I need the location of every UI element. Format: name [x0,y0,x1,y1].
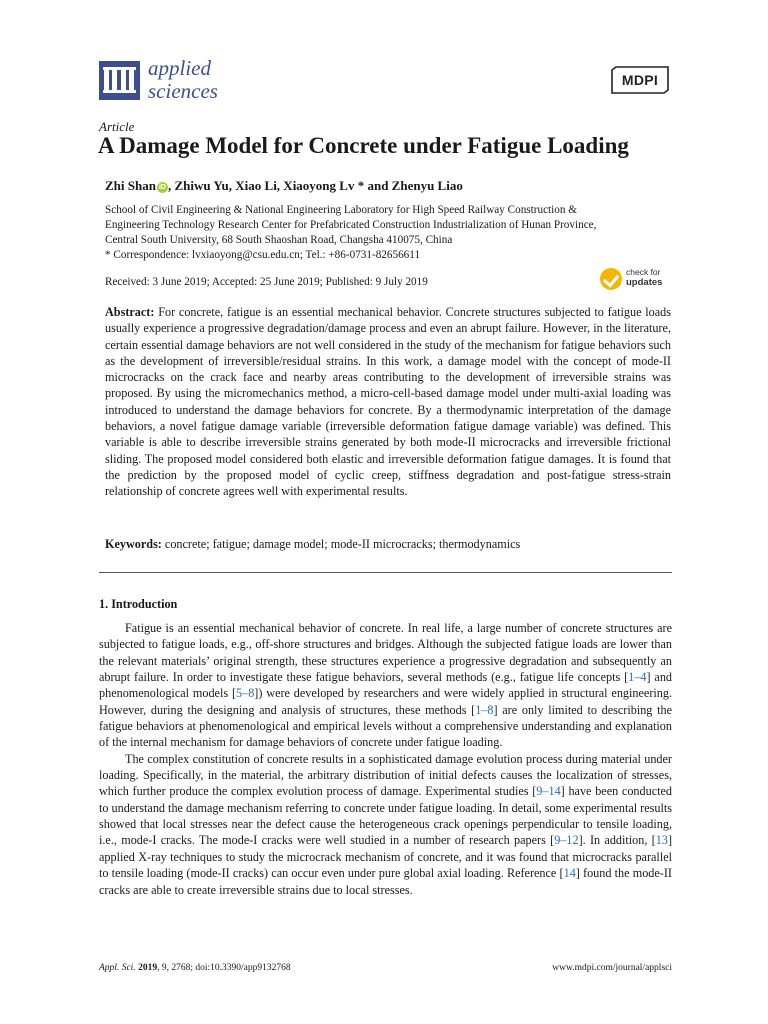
publication-dates: Received: 3 June 2019; Accepted: 25 June 2019; Published: 9 July 2019 [105,276,428,288]
other-authors: , Zhiwu Yu, Xiao Li, Xiaoyong Lv * and Zhenyu Liao [167,178,463,193]
abstract-text: For concrete, fatigue is an essential mechanical behavior. Concrete structures subjected to fatigue loads usually experience a progressive degradation/damage process and even an abrupt failure. However, in the literature, certain essential damage behaviors are not well considered in the study of the mechanism for fatigue behaviors such as the development of irreversible/residual strains. In this work, a damage model with the concept of mode-II microcracks on the crack face and nearby areas contributing to the development of irreversible strains was proposed. By using the micromechanics method, a micro-cell-based damage model under multi-axial loading was introduced to understand the damage behaviors for concrete. By a thermodynamic interpretation of the damage behaviors, a novel fatigue damage variable (irreversible deformation fatigue damage variable) was defined. This variable is able to describe irreversible strains generated by both mode-II microcracks and irreversible frictional sliding. The proposed model considered both elastic and irreversible deformation fatigue damages. It is found that the prediction by the proposed model of cyclic creep, stiffness degradation and post-fatigue stress-strain relationship of concrete agrees well with experimental results. [105,305,671,499]
affiliation: School of Civil Engineering & National Engineering Laboratory for High Speed Railway Construction & Engineering Technology Research Center for Prefabricated Construction Industrialization of Hunan Province, Central South University, 68 South Shaoshan Road, Changsha 410075, China * Correspondence: lvxiaoyong@csu.edu.cn; Tel.: +86-0731-82656611 [105,203,675,263]
footer-url[interactable]: www.mdpi.com/journal/applsci [552,963,672,973]
publisher-logo [610,66,670,94]
citation-link[interactable]: 9–14 [536,784,561,799]
section-divider [99,572,672,573]
introduction-body [99,620,672,898]
paragraph: The complex constitution of concrete results in a sophisticated damage evolution process during material under loading. Specifically, in the material, the arbitrary distribution of initial defects causes the localization of stresses, which further produce the complex evolution process of damage. Experimental studies [9–14] have been conducted to understand the damage mechanism referring to concrete under fatigue loading. In detail, some experimental results showed that local stresses near the defect cause the heterogeneous crack openings perpendicular to tensile loading, i.e., mode-I cracks. The mode-I cracks were well studied in a number of research papers [9–12]. In addition, [13] applied X-ray techniques to study the microcrack mechanism of concrete, and it was found that microcracks parallel to tensile loading (mode-II cracks) can occur even under pure global axial loading. Reference [14] found the mode-II cracks are able to create irreversible strains due to local stresses. [99,751,673,897]
citation-link[interactable]: 13 [655,833,668,848]
publisher-name: MDPI [621,72,659,88]
citation-link[interactable]: 9–12 [554,833,579,848]
paragraph: Fatigue is an essential mechanical behavior of concrete. In real life, a large number of concrete structures are subjected to fatigue loads, e.g., off-shore structures and bridges. Although the subjected fatigue loads are lower than the relevant materials’ original strength, these structures experience a progressive degradation and subsequently an abrupt failure. In order to investigate these fatigue behaviors, several methods (e.g., fatigue life concepts [1–4] and phenomenological models [5–8]) were developed by researchers and were widely applied in structural engineering. However, during the designing and analysis of structures, these methods [1–8] are only limited to describing the fatigue behaviors at phenomenological and empirical levels without a comprehensive understanding and explanation of the internal mechanism for damage behaviors of concrete under fatigue loading. [99,621,673,750]
keywords-label: Keywords: [105,537,162,551]
journal-logo-icon [99,61,140,100]
citation-link[interactable]: 1–8 [475,702,494,717]
footer-citation: Appl. Sci. 2019, 9, 2768; doi:10.3390/app9132768 [99,963,291,973]
orcid-icon[interactable]: iD [158,184,166,191]
article-type: Article [99,119,135,134]
first-author: Zhi Shan [105,178,156,193]
check-updates-icon [600,268,622,290]
citation-link[interactable]: 1–4 [628,670,647,685]
keywords [105,536,671,552]
abstract [105,304,671,500]
journal-name: applied sciences [148,56,218,103]
paper-title: A Damage Model for Concrete under Fatigue Loading [98,133,629,158]
check-for-updates-button[interactable]: check for updates [600,267,672,293]
author-list [105,178,463,194]
citation-link[interactable]: 5–8 [236,686,255,701]
keywords-text: concrete; fatigue; damage model; mode-II microcracks; thermodynamics [161,537,521,551]
abstract-label: Abstract: [105,305,155,319]
section-heading: 1. Introduction [99,597,178,611]
citation-link[interactable]: 14 [563,866,576,881]
correspondence: * Correspondence: lvxiaoyong@csu.edu.cn; Tel.: +86-0731-82656611 [105,249,421,261]
